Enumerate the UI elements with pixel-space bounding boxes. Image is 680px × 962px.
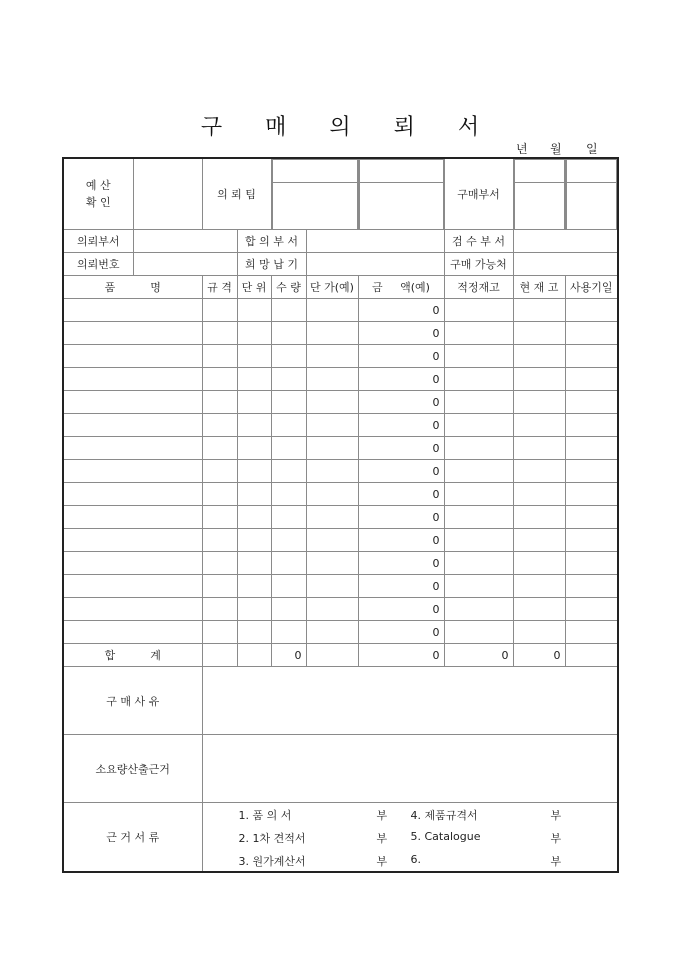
proper-stock-cell[interactable] [444,414,513,437]
unit-price-cell[interactable] [306,552,358,575]
unit-price-cell[interactable] [306,322,358,345]
unit-cell[interactable] [237,621,271,644]
item-name-cell[interactable] [63,483,202,506]
spec-cell[interactable] [202,529,237,552]
table-row [63,460,618,483]
amount-cell: 0 [358,529,444,552]
qty-cell[interactable] [271,391,306,414]
purchase-dept-sign-box-1[interactable] [513,158,565,230]
table-row [63,552,618,575]
amount-cell: 0 [358,483,444,506]
table-row [63,322,618,345]
total-qty: 0 [271,644,306,667]
item-name-cell[interactable] [63,437,202,460]
spec-cell[interactable] [202,391,237,414]
unit-cell[interactable] [237,437,271,460]
spec-cell[interactable] [202,506,237,529]
table-row [63,368,618,391]
proper-stock-cell[interactable] [444,621,513,644]
doc-item-3: 3. 원가계산서 [238,855,306,868]
budget-check-label: 예 산 확 인 [63,158,133,230]
doc-unit-3: 부 [376,855,388,868]
request-team-label: 의 뢰 팀 [202,158,271,230]
documents-row [63,803,618,873]
use-period-cell[interactable] [565,345,618,368]
amount-cell: 0 [358,322,444,345]
unit-cell[interactable] [237,345,271,368]
item-name-cell[interactable] [63,322,202,345]
item-table-header [63,276,618,299]
col-spec: 규 격 [202,276,237,299]
spec-cell[interactable] [202,437,237,460]
spec-cell[interactable] [202,552,237,575]
qty-cell[interactable] [271,437,306,460]
item-name-cell[interactable] [63,621,202,644]
current-stock-cell[interactable] [513,621,565,644]
qty-cell[interactable] [271,368,306,391]
amount-cell: 0 [358,437,444,460]
spec-cell[interactable] [202,322,237,345]
unit-price-cell[interactable] [306,483,358,506]
proper-stock-cell[interactable] [444,529,513,552]
item-name-cell[interactable] [63,575,202,598]
unit-price-cell[interactable] [306,437,358,460]
qty-cell[interactable] [271,345,306,368]
amount-cell: 0 [358,621,444,644]
doc-unit-1: 부 [376,809,388,822]
col-current-stock: 현 재 고 [513,276,565,299]
current-stock-cell[interactable] [513,529,565,552]
item-name-cell[interactable] [63,552,202,575]
date-month-label: 월 [550,142,562,156]
item-name-cell[interactable] [63,299,202,322]
item-name-cell[interactable] [63,506,202,529]
doc-unit-6: 부 [550,855,562,868]
use-period-cell[interactable] [565,529,618,552]
purchase-request-form [62,157,619,873]
date-year-label: 년 [516,142,528,156]
unit-cell[interactable] [237,368,271,391]
unit-cell[interactable] [237,506,271,529]
budget-check-field[interactable] [133,158,202,230]
proper-stock-cell[interactable] [444,552,513,575]
unit-cell[interactable] [237,460,271,483]
unit-cell[interactable] [237,598,271,621]
unit-price-cell[interactable] [306,414,358,437]
use-period-cell[interactable] [565,322,618,345]
use-period-cell[interactable] [565,414,618,437]
proper-stock-cell[interactable] [444,368,513,391]
qty-cell[interactable] [271,322,306,345]
spec-cell[interactable] [202,598,237,621]
proper-stock-cell[interactable] [444,506,513,529]
current-stock-cell[interactable] [513,322,565,345]
current-stock-cell[interactable] [513,483,565,506]
proper-stock-cell[interactable] [444,345,513,368]
item-name-cell[interactable] [63,345,202,368]
quantity-basis-label: 소요량산출근거 [63,735,202,803]
qty-cell[interactable] [271,506,306,529]
table-row [63,529,618,552]
qty-cell[interactable] [271,299,306,322]
qty-cell[interactable] [271,483,306,506]
use-period-cell[interactable] [565,506,618,529]
table-row [63,483,618,506]
spec-cell[interactable] [202,460,237,483]
table-row [63,575,618,598]
unit-cell[interactable] [237,322,271,345]
inspect-dept-field[interactable] [513,230,618,253]
proper-stock-cell[interactable] [444,299,513,322]
amount-cell: 0 [358,299,444,322]
current-stock-cell[interactable] [513,598,565,621]
proper-stock-cell[interactable] [444,437,513,460]
spec-cell[interactable] [202,345,237,368]
proper-stock-cell[interactable] [444,575,513,598]
proper-stock-cell[interactable] [444,598,513,621]
col-item-name: 품 명 [63,276,202,299]
purchase-dept-sign-box-2[interactable] [565,158,618,230]
use-period-cell[interactable] [565,437,618,460]
amount-cell: 0 [358,506,444,529]
item-name-cell[interactable] [63,598,202,621]
table-row [63,299,618,322]
unit-cell[interactable] [237,483,271,506]
doc-unit-4: 부 [550,809,562,822]
spec-cell[interactable] [202,575,237,598]
amount-cell: 0 [358,552,444,575]
use-period-cell[interactable] [565,575,618,598]
table-row [63,506,618,529]
total-unit-price-cell [306,644,358,667]
col-unit: 단 위 [237,276,271,299]
qty-cell[interactable] [271,529,306,552]
form-title: 구 매 의 뢰 서 [200,115,498,140]
unit-price-cell[interactable] [306,529,358,552]
amount-cell: 0 [358,391,444,414]
total-unit-cell [237,644,271,667]
spec-cell[interactable] [202,621,237,644]
amount-cell: 0 [358,460,444,483]
use-period-cell[interactable] [565,621,618,644]
spec-cell[interactable] [202,483,237,506]
qty-cell[interactable] [271,460,306,483]
proper-stock-cell[interactable] [444,322,513,345]
item-name-cell[interactable] [63,391,202,414]
qty-cell[interactable] [271,598,306,621]
col-qty: 수 량 [271,276,306,299]
current-stock-cell[interactable] [513,299,565,322]
proper-stock-cell[interactable] [444,483,513,506]
purchase-source-label: 구매 가능처 [444,253,513,276]
request-team-sign-box-1[interactable] [271,158,358,230]
doc-unit-5: 부 [550,832,562,845]
doc-item-4: 4. 제품규격서 [410,809,478,822]
unit-price-cell[interactable] [306,345,358,368]
consult-dept-field[interactable] [306,230,444,253]
quantity-basis-field[interactable] [202,735,618,803]
qty-cell[interactable] [271,621,306,644]
spec-cell[interactable] [202,368,237,391]
total-current-stock: 0 [513,644,565,667]
table-row [63,391,618,414]
qty-cell[interactable] [271,575,306,598]
proper-stock-cell[interactable] [444,391,513,414]
amount-cell: 0 [358,598,444,621]
total-proper-stock: 0 [444,644,513,667]
amount-cell: 0 [358,368,444,391]
use-period-cell[interactable] [565,483,618,506]
request-dept-row [63,230,618,253]
spec-cell[interactable] [202,299,237,322]
request-no-row [63,253,618,276]
desired-date-label: 희 망 납 기 [237,253,306,276]
use-period-cell[interactable] [565,299,618,322]
spec-cell[interactable] [202,414,237,437]
col-proper-stock: 적정재고 [444,276,513,299]
table-row [63,345,618,368]
proper-stock-cell[interactable] [444,460,513,483]
quantity-basis-row [63,735,618,803]
table-row [63,437,618,460]
table-row [63,621,618,644]
inspect-dept-label: 검 수 부 서 [444,230,513,253]
current-stock-cell[interactable] [513,345,565,368]
unit-cell[interactable] [237,391,271,414]
doc-item-5: 5. Catalogue [410,830,481,843]
current-stock-cell[interactable] [513,437,565,460]
doc-item-1: 1. 품 의 서 [238,809,292,822]
item-name-cell[interactable] [63,414,202,437]
unit-price-cell[interactable] [306,299,358,322]
consult-dept-label: 합 의 부 서 [237,230,306,253]
use-period-cell[interactable] [565,391,618,414]
total-spec-cell [202,644,237,667]
request-dept-field[interactable] [133,230,237,253]
unit-cell[interactable] [237,575,271,598]
item-name-cell[interactable] [63,460,202,483]
purchase-reason-field[interactable] [202,667,618,735]
current-stock-cell[interactable] [513,506,565,529]
unit-price-cell[interactable] [306,598,358,621]
use-period-cell[interactable] [565,368,618,391]
use-period-cell[interactable] [565,460,618,483]
item-name-cell[interactable] [63,368,202,391]
unit-price-cell[interactable] [306,575,358,598]
unit-cell[interactable] [237,529,271,552]
unit-cell[interactable] [237,414,271,437]
request-dept-label: 의뢰부서 [63,230,133,253]
unit-price-cell[interactable] [306,506,358,529]
qty-cell[interactable] [271,552,306,575]
col-amount: 금 액(예) [358,276,444,299]
request-no-label: 의뢰번호 [63,253,133,276]
table-row [63,598,618,621]
current-stock-cell[interactable] [513,414,565,437]
unit-price-cell[interactable] [306,391,358,414]
total-row [63,644,618,667]
current-stock-cell[interactable] [513,552,565,575]
date-day-label: 일 [586,142,598,156]
table-row [63,414,618,437]
doc-unit-2: 부 [376,832,388,845]
amount-cell: 0 [358,575,444,598]
unit-cell[interactable] [237,552,271,575]
qty-cell[interactable] [271,414,306,437]
purchase-source-field[interactable] [513,253,618,276]
total-label: 합 계 [63,644,202,667]
col-use-period: 사용기일 [565,276,618,299]
use-period-cell[interactable] [565,598,618,621]
total-use-period-cell [565,644,618,667]
amount-cell: 0 [358,414,444,437]
current-stock-cell[interactable] [513,368,565,391]
purchase-dept-label: 구매부서 [444,158,513,230]
col-unit-price: 단 가(예) [306,276,358,299]
total-amount: 0 [358,644,444,667]
current-stock-cell[interactable] [513,575,565,598]
purchase-reason-label: 구 매 사 유 [63,667,202,735]
unit-price-cell[interactable] [306,368,358,391]
request-team-sign-box-2[interactable] [358,158,444,230]
unit-price-cell[interactable] [306,460,358,483]
doc-item-2: 2. 1차 견적서 [238,832,306,845]
item-name-cell[interactable] [63,529,202,552]
current-stock-cell[interactable] [513,391,565,414]
purchase-reason-row [63,667,618,735]
documents-list [202,803,618,873]
doc-item-6: 6. [410,853,421,866]
current-stock-cell[interactable] [513,460,565,483]
desired-date-field[interactable] [306,253,444,276]
use-period-cell[interactable] [565,552,618,575]
amount-cell: 0 [358,345,444,368]
approval-row [63,158,618,230]
request-no-field[interactable] [133,253,237,276]
unit-cell[interactable] [237,299,271,322]
documents-label: 근 거 서 류 [63,803,202,873]
unit-price-cell[interactable] [306,621,358,644]
